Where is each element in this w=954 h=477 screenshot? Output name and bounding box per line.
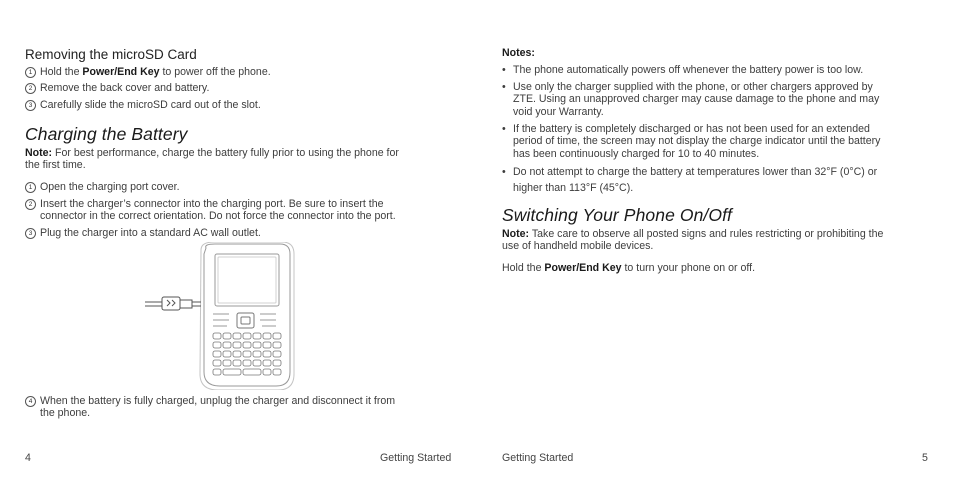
note-item: [502, 81, 932, 119]
note-text: For best performance, charge the battery fully prior to using the phone for: [52, 147, 399, 159]
note-label: Note:: [25, 147, 53, 159]
page-number: 4: [25, 452, 31, 464]
note-item: [502, 123, 932, 161]
bullet-icon: •: [502, 64, 506, 76]
switching-note: [502, 228, 932, 253]
note-text: the first time.: [25, 159, 86, 172]
note-item-text: Do not attempt to charge the battery at temperatures lower than 32°F (0°C) or: [513, 166, 878, 178]
charging-step-1: [25, 181, 455, 194]
step-number-badge: 2: [25, 83, 36, 94]
step-number-badge: 1: [25, 182, 36, 193]
microsd-step-2: [25, 82, 455, 95]
right-page: [477, 0, 954, 477]
step-text: Open the charging port cover.: [40, 181, 180, 193]
step-text: Hold the: [40, 66, 83, 78]
note-item-text: has been continuously charged for 10 to 40 minutes.: [513, 147, 760, 160]
charging-heading: Charging the Battery: [25, 124, 188, 144]
step-number-badge: 1: [25, 67, 36, 78]
step-text: to power off the phone.: [159, 66, 271, 78]
charging-step-4: [25, 395, 455, 421]
power-end-key-label: Power/End Key: [82, 66, 160, 78]
instruction-text: Hold the: [502, 262, 545, 274]
step-number-badge: 3: [25, 228, 36, 239]
bullet-icon: •: [502, 81, 506, 93]
charging-step-3: [25, 227, 455, 240]
step-text: Remove the back cover and battery.: [40, 82, 210, 94]
notes-label: Notes:: [502, 47, 535, 59]
page-number: 5: [922, 452, 928, 464]
charging-note: [25, 147, 455, 172]
note-item-text: ZTE. Using an unapproved charger may cause damage to the phone and may: [513, 93, 880, 106]
switching-heading: Switching Your Phone On/Off: [502, 205, 733, 225]
note-text: Take care to observe all posted signs and rules restricting or prohibiting the: [529, 228, 884, 240]
step-number-badge: 2: [25, 199, 36, 210]
phone-charging-illustration: [140, 242, 300, 390]
note-item: [502, 64, 932, 77]
microsd-step-1: [25, 66, 455, 79]
instruction-text: to turn your phone on or off.: [621, 262, 756, 274]
step-text: connector in the correct orientation. Do not force the connector into the port.: [40, 210, 396, 223]
section-footer: Getting Started: [502, 452, 574, 464]
charging-step-2: [25, 198, 455, 224]
section-footer: Getting Started: [380, 452, 452, 464]
note-item: [502, 165, 932, 195]
step-number-badge: 3: [25, 100, 36, 111]
note-item-text: period of time, the screen may not display the charge indicator until the battery: [513, 135, 881, 148]
microsd-step-3: [25, 99, 455, 112]
step-text: the phone.: [40, 407, 91, 420]
step-number-badge: 4: [25, 396, 36, 407]
step-text: Insert the charger’s connector into the charging port. Be sure to insert the: [40, 198, 384, 210]
step-text: When the battery is fully charged, unplug the charger and disconnect it from: [40, 395, 396, 407]
note-item-text: Use only the charger supplied with the phone, or other chargers approved by: [513, 81, 873, 93]
note-item-text: void your Warranty.: [513, 105, 604, 118]
note-item-text: The phone automatically powers off whenever the battery power is too low.: [513, 64, 864, 76]
step-text: Carefully slide the microSD card out of the slot.: [40, 99, 261, 111]
note-text: use of handheld mobile devices.: [502, 240, 654, 253]
note-label: Note:: [502, 228, 530, 240]
note-item-text: If the battery is completely discharged or has not been used for an extended: [513, 123, 870, 135]
power-end-key-label: Power/End Key: [544, 262, 622, 274]
hold-instruction: [502, 262, 932, 274]
note-item-text: higher than 113°F (45°C).: [513, 181, 634, 194]
bullet-icon: •: [502, 166, 506, 178]
bullet-icon: •: [502, 123, 506, 135]
microsd-heading: Removing the microSD Card: [25, 47, 197, 62]
step-text: Plug the charger into a standard AC wall outlet.: [40, 227, 261, 239]
